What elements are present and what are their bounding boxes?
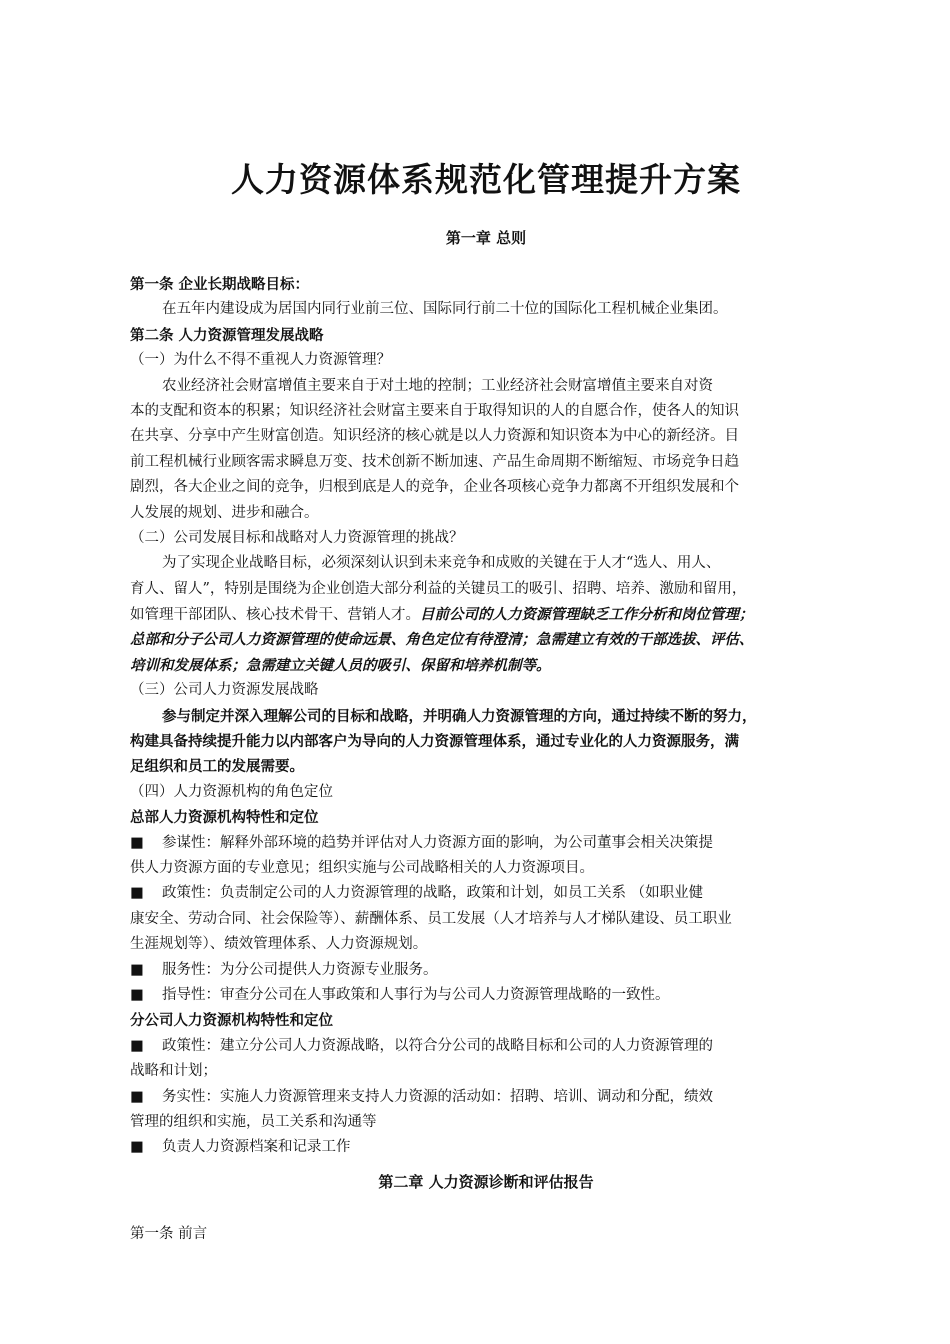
- section-2-emphasis-line: 总部和分子公司人力资源管理的使命远景、角色定位有待澄清；急需建立有效的干部选拔、评估、: [130, 631, 754, 649]
- section-4-heading: （四）人力资源机构的角色定位: [130, 783, 333, 800]
- branch-item: [130, 1034, 842, 1059]
- hq-item-text: 参谋性：解释外部环境的趋势并评估对人力资源方面的影响，为公司董事会相关决策提: [162, 834, 713, 851]
- section-1-line: 本的支配和资本的积累；知识经济社会财富主要来自于取得知识的人的自愿合作，使各人的知识: [130, 402, 739, 419]
- chapter-1-heading: 第一章 总则: [445, 229, 527, 247]
- hq-item-continued: 生涯规划等）、绩效管理体系、人力资源规划。: [130, 936, 428, 953]
- bullet-square-icon: ■: [130, 961, 144, 978]
- document-title: 人力资源体系规范化管理提升方案: [231, 160, 741, 199]
- bullet-square-icon: ■: [130, 1139, 144, 1156]
- hq-heading: 总部人力资源机构特性和定位: [130, 809, 319, 827]
- section-1-heading: （一）为什么不得不重视人力资源管理？: [130, 352, 391, 369]
- section-3-line: 构建具备持续提升能力以内部客户为导向的人力资源管理体系，通过专业化的人力资源服务，满: [130, 733, 739, 751]
- hq-item-continued: 康安全、劳动合同、社会保险等）、薪酬体系、员工发展（人才培养与人才梯队建设、员工职业: [130, 910, 732, 927]
- section-2-heading: （二）公司发展目标和战略对人力资源管理的挑战？: [130, 529, 464, 546]
- branch-item-text: 负责人力资源档案和记录工作: [162, 1139, 351, 1156]
- branch-item-text: 务实性：实施人力资源管理来支持人力资源的活动如：招聘、培训、调动和分配，绩效: [162, 1088, 713, 1105]
- section-2-emphasis-text: 目前公司的人力资源管理缺乏工作分析和岗位管理；: [420, 606, 754, 624]
- bullet-square-icon: ■: [130, 1088, 144, 1105]
- chapter-2-article-1: 第一条 前言: [130, 1226, 208, 1242]
- section-1-line: 农业经济社会财富增值主要来自于对土地的控制；工业经济社会财富增值主要来自对资: [162, 377, 713, 394]
- branch-item-continued: 管理的组织和实施，员工关系和沟通等: [130, 1113, 377, 1130]
- hq-item: [130, 958, 842, 983]
- branch-heading: 分公司人力资源机构特性和定位: [130, 1012, 333, 1030]
- bullet-square-icon: ■: [130, 885, 144, 902]
- section-3-line: 足组织和员工的发展需要。: [130, 758, 304, 776]
- section-2-plain-text: 如管理干部团队、核心技术骨干、营销人才。: [130, 607, 420, 624]
- bullet-square-icon: ■: [130, 834, 144, 851]
- section-2-line: 为了实现企业战略目标，必须深刻认识到未来竞争和成败的关键在于人才“选人、用人、: [162, 555, 721, 572]
- document-body: [130, 272, 842, 1161]
- bullet-square-icon: ■: [130, 1037, 144, 1054]
- hq-item-continued: 供人力资源方面的专业意见；组织实施与公司战略相关的人力资源项目。: [130, 859, 594, 876]
- section-1-line: 在共享、分享中产生财富创造。知识经济的核心就是以人力资源和知识资本为中心的新经济。目: [130, 428, 739, 445]
- branch-item-text: 政策性：建立分公司人力资源战略，以符合分公司的战略目标和公司的人力资源管理的: [162, 1037, 713, 1054]
- hq-item: [130, 881, 842, 906]
- branch-item-continued: 战略和计划；: [130, 1063, 217, 1080]
- hq-item-text: 指导性：审查分公司在人事政策和人事行为与公司人力资源管理战略的一致性。: [162, 986, 670, 1003]
- chapter-2-heading: 第二章 人力资源诊断和评估报告: [378, 1173, 594, 1191]
- branch-item: [130, 1085, 842, 1110]
- section-2-emphasis-line: 培训和发展体系；急需建立关键人员的吸引、保留和培养机制等。: [130, 656, 551, 674]
- section-2-line: 育人、留人”，特别是围绕为企业创造大部分利益的关键员工的吸引、招聘、培养、激励和留用，: [130, 580, 747, 597]
- section-1-line: 前工程机械行业顾客需求瞬息万变、技术创新不断加速、产品生命周期不断缩短、市场竞争日趋: [130, 453, 739, 470]
- section-2-line-mixed: [130, 602, 842, 627]
- section-3-line: 参与制定并深入理解公司的目标和战略，并明确人力资源管理的方向，通过持续不断的努力，: [162, 707, 757, 725]
- section-3-heading: （三）公司人力资源发展战略: [130, 682, 319, 699]
- bullet-square-icon: ■: [130, 986, 144, 1003]
- article-2-heading: 第二条 人力资源管理发展战略: [130, 326, 324, 344]
- hq-item: [130, 831, 842, 856]
- article-1-heading: 第一条 企业长期战略目标：: [130, 276, 310, 293]
- hq-item-text: 政策性：负责制定公司的人力资源管理的战略，政策和计划，如员工关系 （如职业健: [162, 885, 704, 902]
- hq-item-text: 服务性：为分公司提供人力资源专业服务。: [162, 961, 438, 978]
- section-1-line: 人发展的规划、进步和融合。: [130, 504, 319, 521]
- section-1-line: 剧烈，各大企业之间的竞争，归根到底是人的竞争，企业各项核心竞争力都离不开组织发展和个: [130, 479, 739, 496]
- branch-item: [130, 1135, 842, 1160]
- article-1-text: 在五年内建设成为居国内同行业前三位、国际同行前二十位的国际化工程机械企业集团。: [162, 301, 728, 318]
- hq-item: [130, 983, 842, 1008]
